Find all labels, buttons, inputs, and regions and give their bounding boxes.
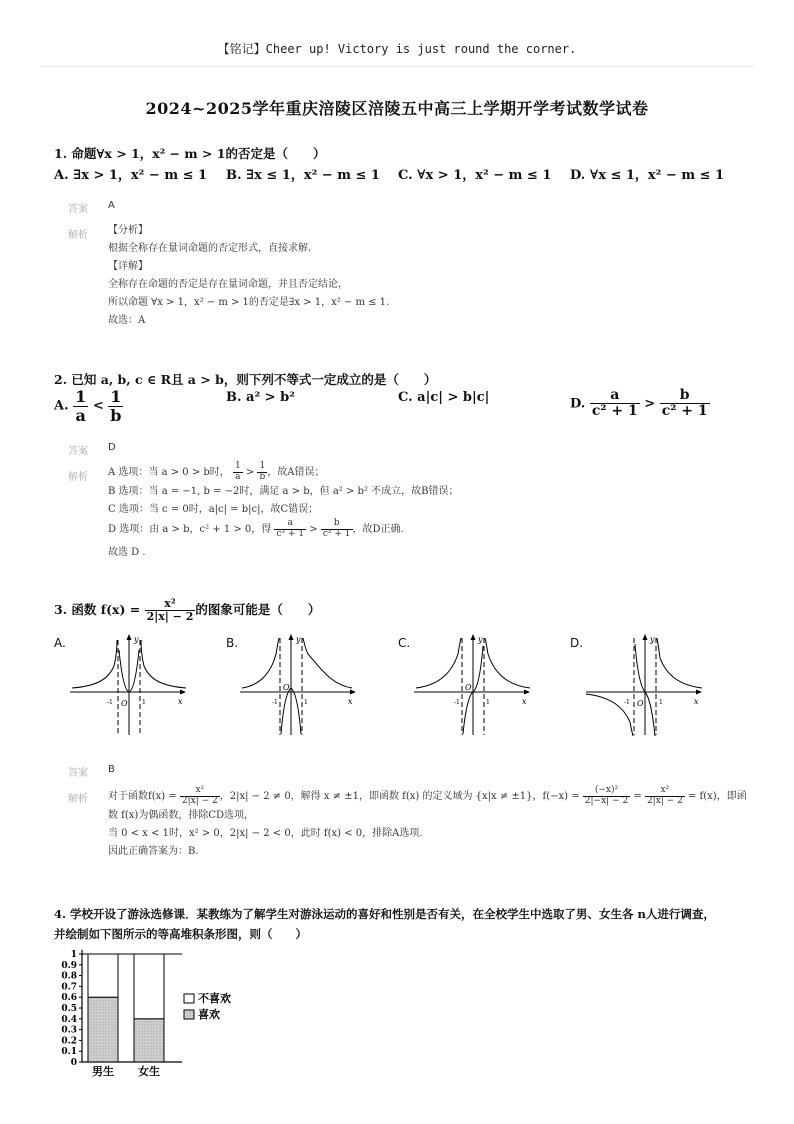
exam-title: 2024~2025学年重庆涪陵区涪陵五中高三上学期开学考试数学试卷: [145, 99, 649, 118]
q2-option-a[interactable]: [54, 388, 123, 424]
svg-text:y: y: [650, 635, 655, 644]
q2-option-d[interactable]: [570, 388, 710, 420]
q3-graph-b[interactable]: [236, 630, 360, 740]
q2-stem: 2. 已知 a, b, c ∈ R且 a > b，则下列不等式一定成立的是（ ）: [54, 372, 437, 387]
q3-analysis-line3: 当 0 < x < 1时，x² > 0，2|x| − 2 < 0，此时 f(x) < 0，排除A选项.: [108, 827, 423, 839]
q3-analysis-label: 解析: [68, 794, 88, 805]
svg-text:O: O: [283, 683, 290, 692]
page-header-motto: 【铭记】Cheer up! Victory is just round the corner.: [217, 42, 577, 56]
q1-option-d[interactable]: D. ∀x ≤ 1，x² − m ≤ 1: [570, 168, 725, 183]
x-category-label: 男生: [92, 1065, 114, 1078]
q2-option-d-frac1: $\frac{a}{\text{c² + 1}}$: [591, 387, 638, 420]
q2-analysis-b: B 选项：当 a = −1, b = −2时，满足 a > b，但 a² > b² 不成立，故B错误；: [108, 485, 459, 497]
q3-analysis-line1: 对于函数f(x) = $\frac{\text{x²}}{2|x| - 2}$ ，2|x| − 2 ≠ 0，解得 x ≠ ±1，即函数 f(x) 的定义域为 {x|x ≠ ±1}，f(−x) = $\frac{\text{(−x)²}}{2|-x| - 2}$ = $\frac{\text{x²}}{2|x| - 2}$ = f(x)，即函: [108, 785, 747, 806]
q3-analysis: [108, 785, 747, 861]
y-tick-label: 0.5: [61, 1004, 77, 1014]
svg-text:y: y: [478, 635, 483, 644]
q3-stem: 3. 函数 f(x) = $\frac{\text{x²}}{2|x| - 2}$ 的图象可能是（ ）: [54, 597, 321, 624]
x-category-label: 女生: [138, 1065, 160, 1078]
q3-answer-value: B: [108, 764, 115, 775]
q4-stem-line2: 并绘制如下图所示的等高堆积条形图，则（ ）: [54, 927, 307, 941]
y-tick-label: 0: [70, 1058, 77, 1068]
q3-analysis-line2: 数 f(x)为偶函数，排除CD选项，: [108, 809, 254, 821]
q1-analysis: [108, 222, 389, 330]
q1-analysis-line: 故选：A: [108, 315, 146, 326]
q2-option-a-frac2: $\frac{1}{b}$: [110, 387, 122, 425]
bar-segment-like: [88, 997, 118, 1062]
q2-analysis-end: 故选 D .: [108, 546, 146, 558]
q2-option-b[interactable]: B. a² > b²: [226, 390, 295, 405]
y-tick-label: 0.4: [61, 1014, 77, 1025]
bar-segment-dislike: [88, 954, 118, 997]
svg-text:x: x: [348, 697, 353, 706]
q2-option-d-prefix: D.: [570, 396, 586, 412]
q2-analysis-d: D 选项：由 a > b，c² + 1 > 0，得 $\frac{a}{\text{c² + 1}}$ > $\frac{b}{\text{c² + 1}}$ ，故D正确.: [108, 517, 404, 539]
q2-option-c[interactable]: C. a|c| > b|c|: [398, 390, 490, 405]
q2-analysis: [108, 462, 458, 562]
q1-analysis-line: 根据全称存在量词命题的否定形式，直接求解.: [108, 243, 312, 254]
svg-text:x: x: [178, 697, 183, 706]
q1-option-b[interactable]: B. ∃x ≤ 1，x² − m ≤ 1: [226, 168, 380, 183]
q2-option-a-prefix: A.: [54, 398, 69, 414]
q1-answer-value: A: [108, 200, 115, 211]
q3-graph-c[interactable]: [410, 630, 534, 740]
svg-text:O: O: [637, 699, 644, 708]
svg-text:O: O: [121, 699, 128, 708]
q2-answer-label: 答案: [68, 446, 88, 457]
q4-stacked-bar-chart: [54, 946, 274, 1082]
svg-text:O: O: [465, 683, 472, 692]
q2-option-d-frac2: $\frac{b}{\text{c² + 1}}$: [661, 387, 708, 420]
q2-analysis-c: C 选项：当 c = 0时，a|c| = b|c|，故C错误；: [108, 503, 319, 515]
q1-analysis-line: 【分析】: [108, 225, 148, 236]
q2-option-a-rel: <: [92, 398, 104, 414]
legend-swatch: [184, 994, 194, 1003]
svg-text:-1: -1: [272, 699, 278, 706]
q1-answer-label: 答案: [68, 204, 88, 215]
legend-label: 喜欢: [198, 1008, 220, 1021]
q3-graph-d[interactable]: [582, 630, 706, 740]
q2-option-a-frac1: $\frac{1}{a}$: [75, 387, 87, 425]
y-tick-label: 0.6: [61, 993, 77, 1004]
svg-text:x: x: [522, 697, 527, 706]
legend-label: 不喜欢: [198, 992, 231, 1005]
q2-analysis-label: 解析: [68, 472, 88, 483]
svg-text:-1: -1: [454, 699, 460, 706]
svg-text:1: 1: [486, 699, 490, 706]
y-tick-label: 1: [70, 950, 77, 960]
q3-option-c-label[interactable]: C.: [398, 636, 411, 650]
q3-answer-label: 答案: [68, 768, 88, 779]
q1-analysis-line: 【详解】: [108, 261, 148, 272]
q3-option-b-label[interactable]: B.: [226, 636, 239, 650]
svg-text:1: 1: [142, 699, 146, 706]
y-tick-label: 0.9: [61, 960, 77, 971]
q3-option-d-label[interactable]: D.: [570, 636, 584, 650]
svg-text:-1: -1: [624, 699, 630, 706]
q4-stem-line1: 4. 学校开设了游泳选修课．某教练为了解学生对游泳运动的喜好和性别是否有关，在全校学生中选取了男、女生各 n人进行调查，: [54, 907, 715, 921]
svg-text:-1: -1: [107, 699, 113, 706]
y-tick-label: 0.7: [61, 982, 77, 993]
y-tick-label: 0.8: [61, 971, 77, 982]
bar-segment-like: [134, 1019, 164, 1062]
q1-analysis-label: 解析: [68, 230, 88, 241]
q1-option-a[interactable]: A. ∃x > 1，x² − m ≤ 1: [54, 168, 208, 183]
svg-text:1: 1: [659, 699, 663, 706]
y-tick-label: 0.1: [61, 1047, 77, 1058]
svg-text:y: y: [134, 635, 139, 644]
q3-graph-a[interactable]: [66, 630, 190, 740]
q1-option-c[interactable]: C. ∀x > 1，x² − m ≤ 1: [398, 168, 552, 183]
y-tick-label: 0.3: [61, 1025, 77, 1036]
y-tick-label: 0.2: [61, 1036, 77, 1047]
bar-segment-dislike: [134, 954, 164, 1019]
q3-analysis-line4: 因此正确答案为：B.: [108, 845, 199, 857]
q1-stem: 1. 命题∀x > 1，x² − m > 1的否定是（ ）: [54, 146, 326, 161]
header-divider: [40, 66, 754, 67]
q2-option-d-rel: >: [644, 396, 656, 412]
svg-text:y: y: [296, 635, 301, 644]
q2-analysis-a: A 选项：当 a > 0 > b时， $\frac{1}{a}$ > $\frac{1}{b}$ ，故A错误；: [108, 461, 325, 482]
q2-answer-value: D: [108, 442, 116, 453]
q1-analysis-line: 全称存在命题的否定是存在量词命题，并且否定结论，: [108, 279, 348, 290]
svg-text:1: 1: [304, 699, 308, 706]
q3-option-a-label[interactable]: A.: [54, 636, 66, 650]
legend-swatch: [184, 1010, 194, 1019]
q1-analysis-line: 所以命题 ∀x > 1，x² − m > 1的否定是∃x > 1，x² − m ≤ 1.: [108, 297, 390, 308]
svg-text:x: x: [694, 697, 699, 706]
